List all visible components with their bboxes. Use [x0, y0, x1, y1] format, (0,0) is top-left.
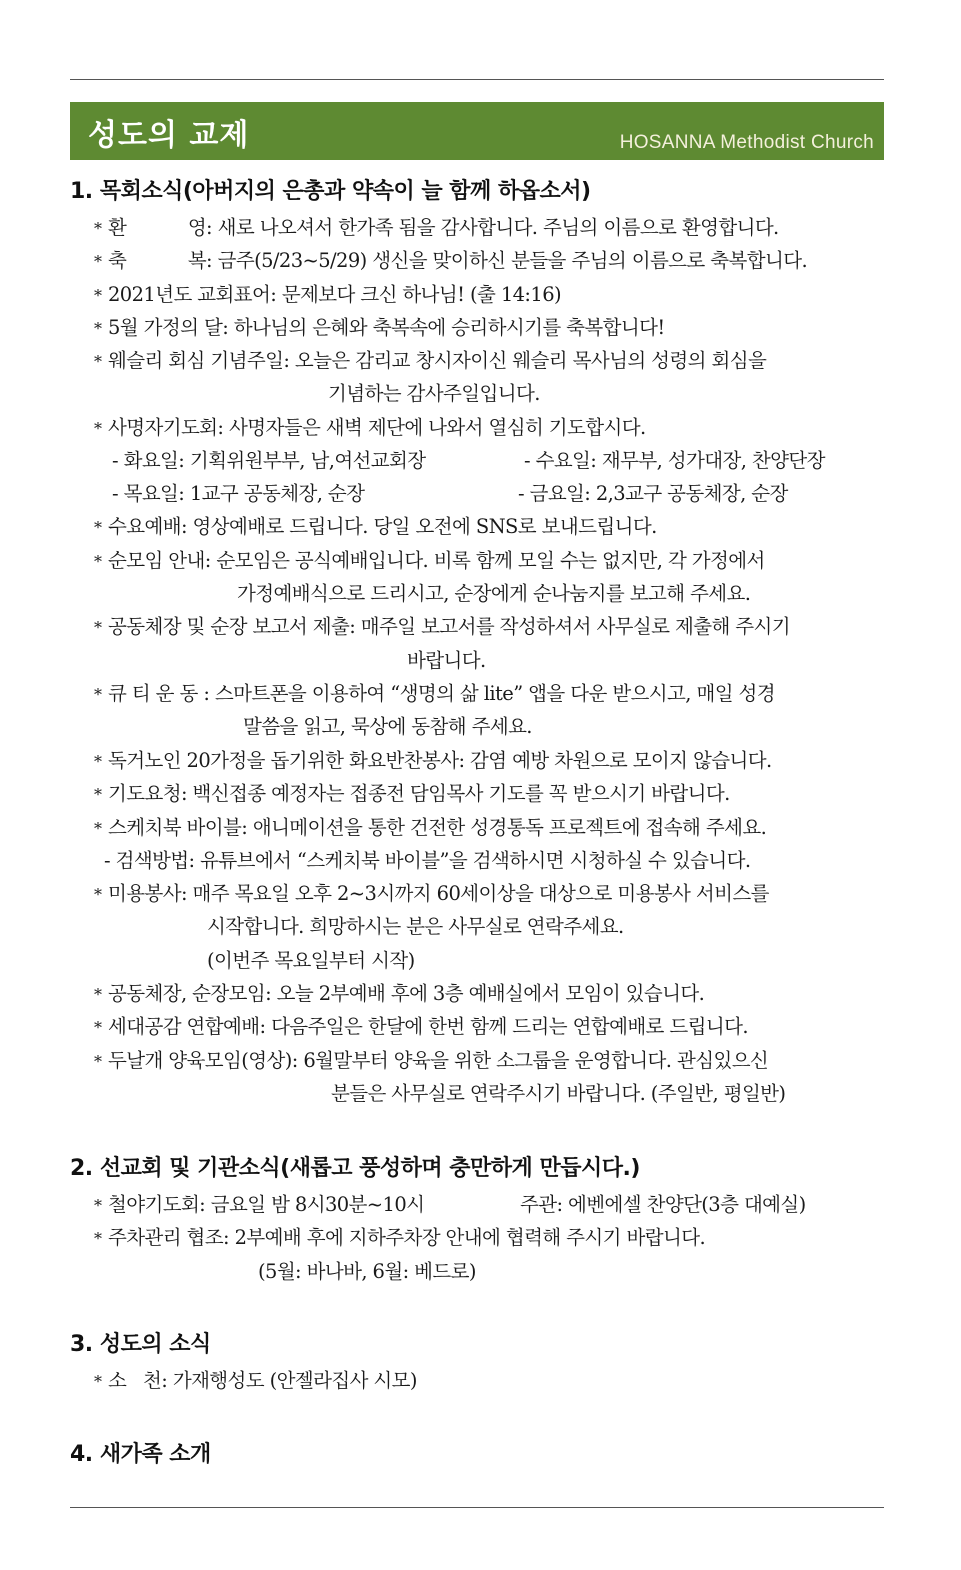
list-item: * 철야기도회: 금요일 밤 8시30분~10시: [94, 1193, 425, 1216]
list-item-continuation: (5월: 바나바, 6월: 베드로): [258, 1260, 476, 1283]
sub-item: - 수요일: 재무부, 성가대장, 찬양단장: [524, 449, 825, 472]
list-item: * 소 천: 가재행성도 (안젤라집사 시모): [94, 1369, 417, 1392]
bullet-icon: *: [94, 885, 102, 904]
list-item: * 5월 가정의 달: 하나님의 은혜와 축복속에 승리하시기를 축복합니다!: [94, 316, 665, 339]
bullet-icon: *: [94, 752, 102, 771]
list-item-continuation: 분들은 사무실로 연락주시기 바랍니다. (주일반, 평일반): [331, 1082, 786, 1105]
bullet-icon: *: [94, 319, 102, 338]
section-banner: [70, 102, 884, 160]
list-item-continuation: 기념하는 감사주일입니다.: [328, 382, 540, 405]
bullet-icon: *: [94, 552, 102, 571]
bullet-icon: *: [94, 1018, 102, 1037]
bullet-icon: *: [94, 252, 102, 271]
sub-item: - 화요일: 기획위원부부, 남,여선교회장: [112, 449, 426, 472]
section-heading-3: 3. 성도의 소식: [70, 1332, 211, 1357]
section-heading-2: 2. 선교회 및 기관소식(새롭고 풍성하며 충만하게 만듭시다.): [70, 1156, 640, 1181]
list-item: * 2021년도 교회표어: 문제보다 크신 하나님! (출 14:16): [94, 283, 562, 306]
list-item: * 환 영: 새로 나오셔서 한가족 됨을 감사합니다. 주님의 이름으로 환영합니다.: [94, 216, 779, 239]
list-item: * 축 복: 금주(5/23~5/29) 생신을 맞이하신 분들을 주님의 이름으로 축복합니다.: [94, 249, 808, 272]
bullet-icon: *: [94, 819, 102, 838]
list-item: * 미용봉사: 매주 목요일 오후 2~3시까지 60세이상을 대상으로 미용봉사 서비스를: [94, 882, 769, 905]
top-divider: [70, 79, 884, 80]
bullet-icon: *: [94, 518, 102, 537]
list-item-continuation: 바랍니다.: [407, 649, 486, 672]
list-item: * 큐 티 운 동 : 스마트폰을 이용하여 “생명의 삶 lite” 앱을 다운 받으시고, 매일 성경: [94, 682, 776, 705]
list-item: * 수요예배: 영상예배로 드립니다. 당일 오전에 SNS로 보내드립니다.: [94, 515, 657, 538]
bullet-icon: *: [94, 618, 102, 637]
list-item-continuation: (이번주 목요일부터 시작): [207, 949, 415, 972]
banner-title: 성도의 교제: [88, 118, 250, 153]
list-item-continuation: 말씀을 읽고, 묵상에 동참해 주세요.: [243, 715, 532, 738]
bullet-icon: *: [94, 785, 102, 804]
list-item-continuation: 시작합니다. 희망하시는 분은 사무실로 연락주세요.: [207, 915, 624, 938]
list-item: * 공동체장 및 순장 보고서 제출: 매주일 보고서를 작성하셔서 사무실로 제출해 주시기: [94, 615, 791, 638]
list-item: * 주차관리 협조: 2부예배 후에 지하주차장 안내에 협력해 주시기 바랍니다.: [94, 1226, 706, 1249]
sub-item: - 목요일: 1교구 공동체장, 순장: [112, 482, 365, 505]
list-item: * 기도요청: 백신접종 예정자는 접종전 담임목사 기도를 꼭 받으시기 바랍니다.: [94, 782, 730, 805]
sub-item: - 금요일: 2,3교구 공동체장, 순장: [518, 482, 788, 505]
bullet-icon: *: [94, 1229, 102, 1248]
list-item: * 세대공감 연합예배: 다음주일은 한달에 한번 함께 드리는 연합예배로 드립니다.: [94, 1015, 748, 1038]
church-name: HOSANNA Methodist Church: [619, 132, 874, 153]
list-item: * 사명자기도회: 사명자들은 새벽 제단에 나와서 열심히 기도합시다.: [94, 416, 646, 439]
bullet-icon: *: [94, 685, 102, 704]
bullet-icon: *: [94, 1196, 102, 1215]
section-heading-1: 1. 목회소식(아버지의 은총과 약속이 늘 함께 하옵소서): [70, 179, 591, 204]
bottom-divider: [70, 1507, 884, 1508]
bullet-icon: *: [94, 419, 102, 438]
list-item: * 웨슬리 회심 기념주일: 오늘은 감리교 창시자이신 웨슬리 목사님의 성령의 회심을: [94, 349, 767, 372]
list-item: * 독거노인 20가정을 돕기위한 화요반찬봉사: 감염 예방 차원으로 모이지 않습니다.: [94, 749, 772, 772]
list-item: * 두날개 양육모임(영상): 6월말부터 양육을 위한 소그룹을 운영합니다. 관심있으신: [94, 1049, 769, 1072]
bullet-icon: *: [94, 219, 102, 238]
bullet-icon: *: [94, 985, 102, 1004]
bullet-icon: *: [94, 286, 102, 305]
section-heading-4: 4. 새가족 소개: [70, 1442, 211, 1467]
bullet-icon: *: [94, 1052, 102, 1071]
list-item-continuation: 가정예배식으로 드리시고, 순장에게 순나눔지를 보고해 주세요.: [237, 582, 751, 605]
list-item: * 순모임 안내: 순모임은 공식예배입니다. 비록 함께 모일 수는 없지만, 각 가정에서: [94, 549, 765, 572]
bullet-icon: *: [94, 1372, 102, 1391]
sub-item: - 검색방법: 유튜브에서 “스케치북 바이블”을 검색하시면 시청하실 수 있습니다.: [104, 849, 751, 872]
list-item: * 스케치북 바이블: 애니메이션을 통한 건전한 성경통독 프로젝트에 접속해 주세요.: [94, 816, 767, 839]
list-item-detail: 주관: 에벤에셀 찬양단(3층 대예실): [520, 1193, 806, 1216]
bullet-icon: *: [94, 352, 102, 371]
list-item: * 공동체장, 순장모임: 오늘 2부예배 후에 3층 예배실에서 모임이 있습니다.: [94, 982, 705, 1005]
